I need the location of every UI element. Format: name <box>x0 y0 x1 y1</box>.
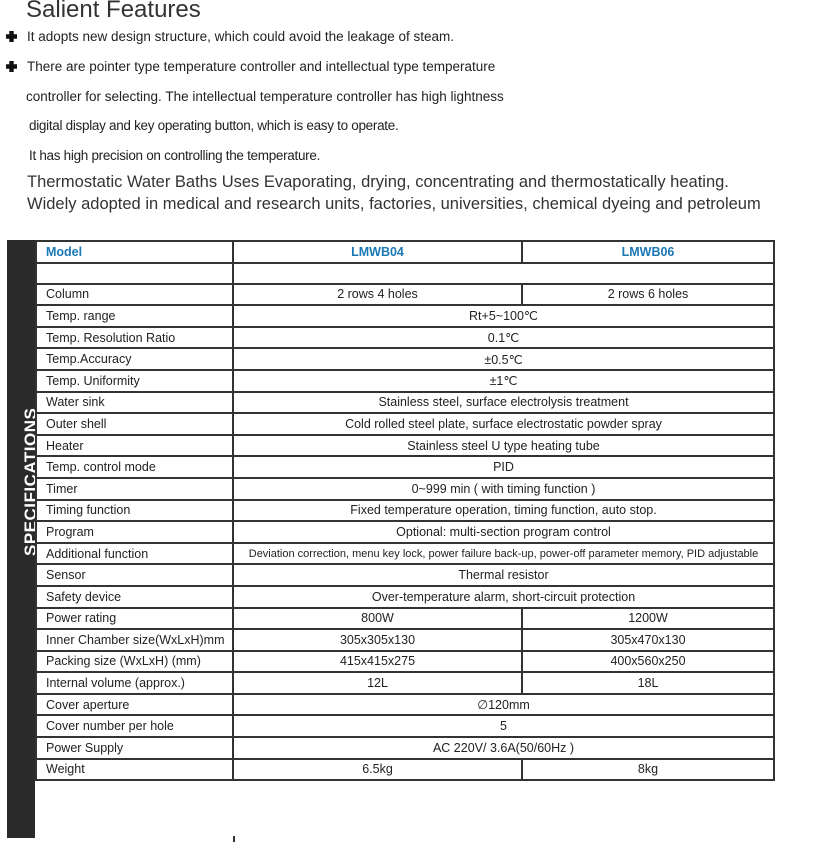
table-row <box>36 543 774 565</box>
spec-label: Power rating <box>36 608 233 630</box>
spec-label: Outer shell <box>36 413 233 435</box>
spec-value: ±0.5℃ <box>233 348 774 370</box>
spec-value: Thermal resistor <box>233 564 774 586</box>
spec-value: 5 <box>233 715 774 737</box>
uses-line: Thermostatic Water Baths Uses Evaporating, drying, concentrating and thermostatically heating. <box>27 173 729 191</box>
model-column-header: LMWB06 <box>522 241 774 263</box>
spec-value: 8kg <box>522 759 774 781</box>
spec-value: 305x470x130 <box>522 629 774 651</box>
table-row <box>36 456 774 478</box>
spec-value: Deviation correction, menu key lock, power failure back-up, power-off parameter memory, PID adjustable <box>233 543 774 565</box>
spec-value: Over-temperature alarm, short-circuit protection <box>233 586 774 608</box>
spec-label: Sensor <box>36 564 233 586</box>
blank-cell <box>233 263 774 284</box>
page-title: Salient Features <box>26 0 201 23</box>
feature-item-continued: digital display and key operating button, which is easy to operate. <box>29 118 399 133</box>
spec-value: AC 220V/ 3.6A(50/60Hz ) <box>233 737 774 759</box>
spec-value: 0.1℃ <box>233 327 774 349</box>
spec-value: 1200W <box>522 608 774 630</box>
spec-label: Temp. Uniformity <box>36 370 233 392</box>
spec-label: Timer <box>36 478 233 500</box>
feature-item: It adopts new design structure, which could avoid the leakage of steam. <box>27 29 454 44</box>
spec-label: Cover number per hole <box>36 715 233 737</box>
table-row <box>36 715 774 737</box>
spec-value: 12L <box>233 672 522 694</box>
spec-label: Power Supply <box>36 737 233 759</box>
spec-label: Safety device <box>36 586 233 608</box>
spec-value: 18L <box>522 672 774 694</box>
model-column-header: LMWB04 <box>233 241 522 263</box>
spec-value: 305x305x130 <box>233 629 522 651</box>
table-row <box>36 694 774 716</box>
spec-label: Program <box>36 521 233 543</box>
table-row <box>36 348 774 370</box>
table-row <box>36 759 774 781</box>
spec-value: 2 rows 4 holes <box>233 284 522 306</box>
spec-label: Additional function <box>36 543 233 565</box>
spec-label: Packing size (WxLxH) (mm) <box>36 651 233 673</box>
table-row <box>36 500 774 522</box>
table-row <box>36 608 774 630</box>
spec-value: Rt+5~100℃ <box>233 305 774 327</box>
bold-cross-bullet-icon <box>6 31 17 42</box>
specifications-table <box>35 240 775 781</box>
table-row <box>36 305 774 327</box>
spec-label: Cover aperture <box>36 694 233 716</box>
table-row <box>36 672 774 694</box>
spec-value: Optional: multi-section program control <box>233 521 774 543</box>
spec-value: Cold rolled steel plate, surface electrostatic powder spray <box>233 413 774 435</box>
spec-value: 800W <box>233 608 522 630</box>
spec-label: Heater <box>36 435 233 457</box>
model-header: Model <box>36 241 233 263</box>
spec-label: Inner Chamber size(WxLxH)mm <box>36 629 233 651</box>
spec-value: Stainless steel U type heating tube <box>233 435 774 457</box>
spec-value: 400x560x250 <box>522 651 774 673</box>
spec-value: Stainless steel, surface electrolysis treatment <box>233 392 774 414</box>
spec-label: Temp. Resolution Ratio <box>36 327 233 349</box>
spec-label: Temp. range <box>36 305 233 327</box>
feature-item: There are pointer type temperature controller and intellectual type temperature <box>27 59 496 74</box>
table-row <box>36 478 774 500</box>
bold-cross-bullet-icon <box>6 61 17 72</box>
spec-label: Internal volume (approx.) <box>36 672 233 694</box>
spec-label: Timing function <box>36 500 233 522</box>
table-row <box>36 327 774 349</box>
spec-value: Fixed temperature operation, timing function, auto stop. <box>233 500 774 522</box>
spec-label: Water sink <box>36 392 233 414</box>
table-row <box>36 564 774 586</box>
table-row <box>36 284 774 306</box>
spec-value: ±1℃ <box>233 370 774 392</box>
table-row <box>36 586 774 608</box>
feature-item: It has high precision on controlling the temperature. <box>29 148 321 163</box>
spec-value: 415x415x275 <box>233 651 522 673</box>
spec-value: 0~999 min ( with timing function ) <box>233 478 774 500</box>
table-row <box>36 651 774 673</box>
spec-value: 2 rows 6 holes <box>522 284 774 306</box>
table-row <box>36 413 774 435</box>
table-blank-row <box>36 263 774 284</box>
spec-value: 6.5kg <box>233 759 522 781</box>
table-row <box>36 370 774 392</box>
spec-label: Temp. control mode <box>36 456 233 478</box>
uses-line: Widely adopted in medical and research units, factories, universities, chemical dyeing and petroleum <box>27 195 761 213</box>
table-row <box>36 629 774 651</box>
specifications-label: SPECIFICATIONS <box>21 407 40 556</box>
feature-item-continued: controller for selecting. The intellectual temperature controller has high lightness <box>26 89 504 104</box>
table-header-row <box>36 241 774 263</box>
spec-value: ∅120mm <box>233 694 774 716</box>
blank-cell <box>36 263 233 284</box>
table-row <box>36 737 774 759</box>
spec-value: PID <box>233 456 774 478</box>
spec-label: Temp.Accuracy <box>36 348 233 370</box>
table-divider-tail <box>233 836 235 842</box>
spec-label: Column <box>36 284 233 306</box>
spec-label: Weight <box>36 759 233 781</box>
table-row <box>36 392 774 414</box>
table-row <box>36 521 774 543</box>
table-row <box>36 435 774 457</box>
